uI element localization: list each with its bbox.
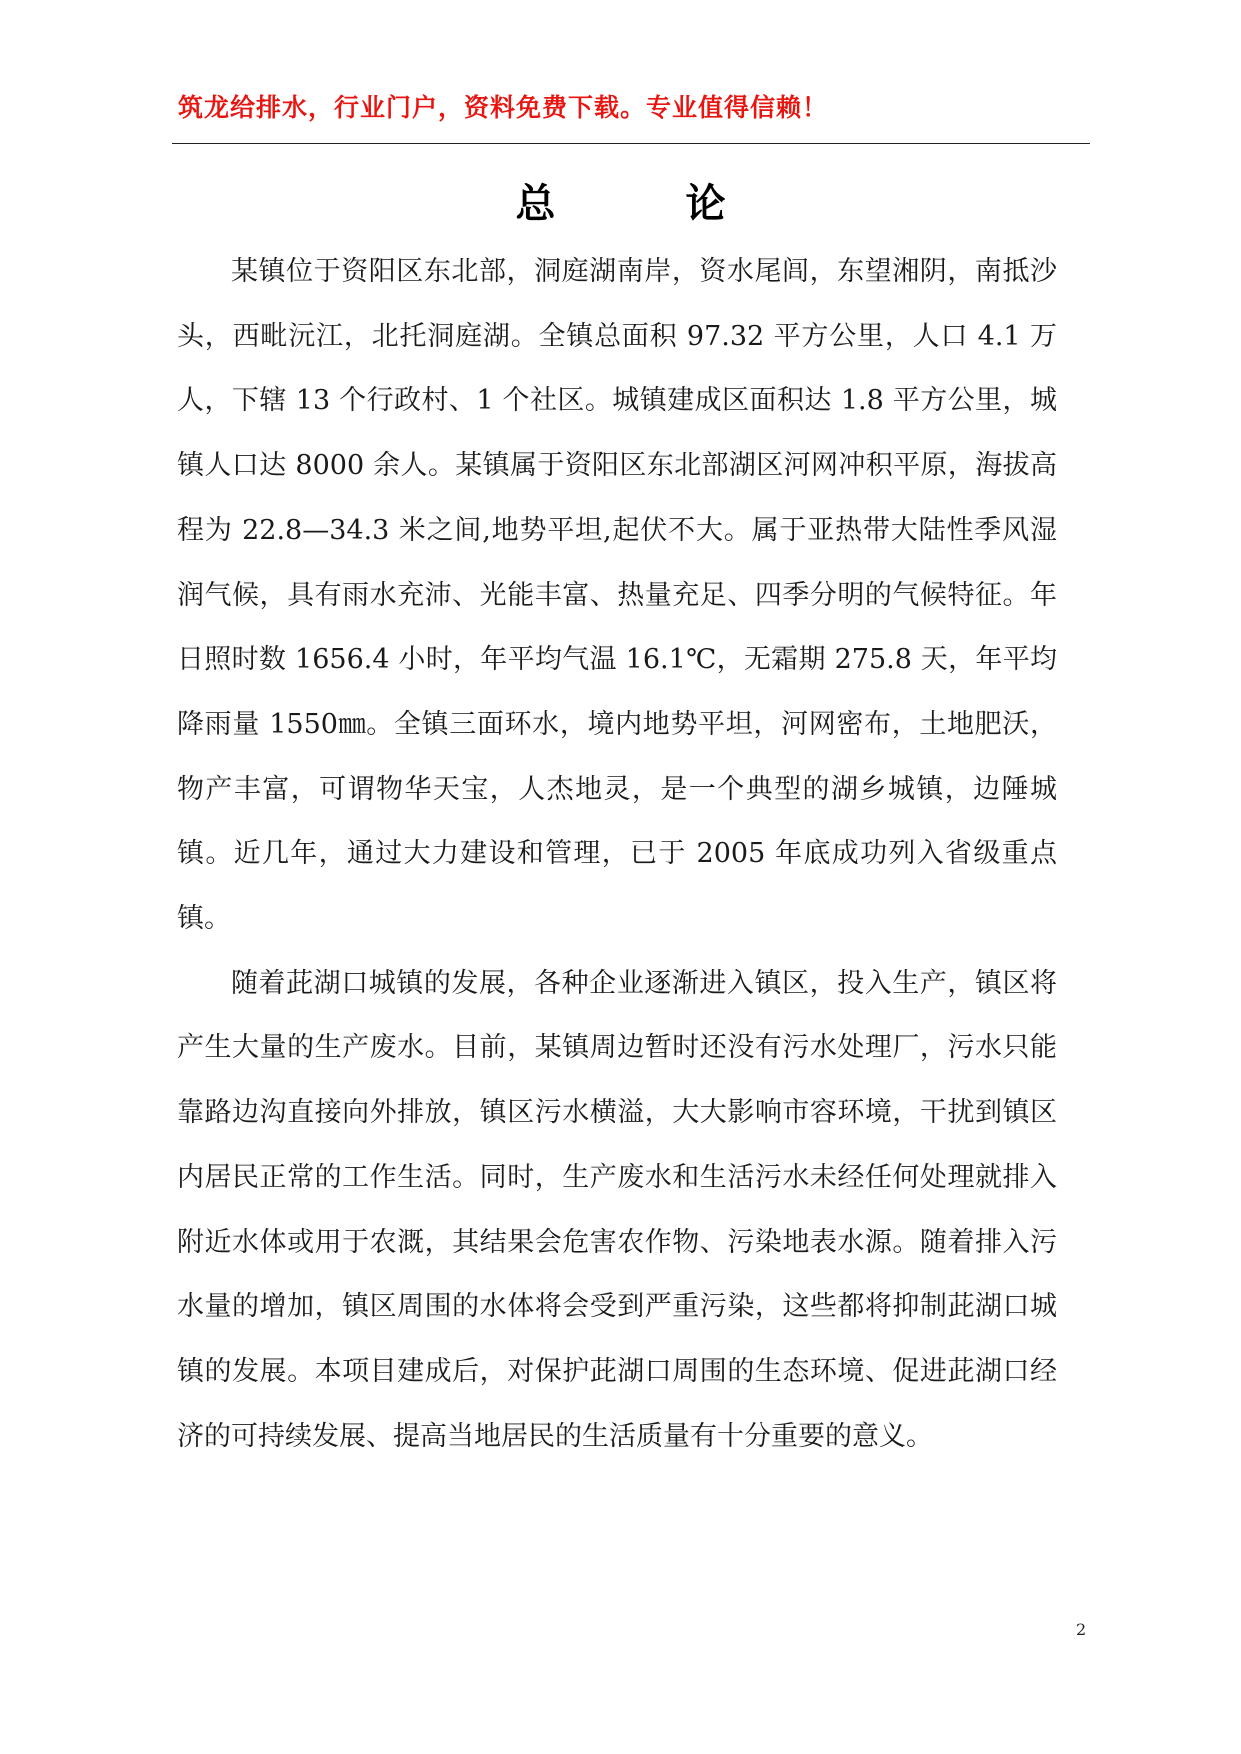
page-number: 2 (1076, 1620, 1087, 1639)
title-char-2: 论 (685, 181, 726, 227)
header-banner: 筑龙给排水，行业门户，资料免费下载。专业值得信赖！ (178, 93, 829, 122)
body-text (177, 240, 1057, 1469)
title-char-1: 总 (515, 181, 556, 227)
header-divider (172, 143, 1090, 144)
paragraph-1: 某镇位于资阳区东北部，洞庭湖南岸，资水尾闾，东望湘阴，南抵沙头，西毗沅江，北托洞庭湖。全镇总面积 97.32 平方公里，人口 4.1 万人，下辖 13 个行政村、1 个社区。城镇建成区面积达 1.8 平方公里，城镇人口达 8000 余人。某镇属于资阳区东北部湖区河网冲积平原，海拔高程为 22.8—34.3 米之间,地势平坦,起伏不大。属于亚热带大陆性季风湿润气候，具有雨水充沛、光能丰富、热量充足、四季分明的气候特征。年日照时数 1656.4 小时，年平均气温 16.1℃，无霜期 275.8 天，年平均降雨量 1550㎜。全镇三面环水，境内地势平坦，河网密布，土地肥沃，物产丰富，可谓物华天宝，人杰地灵，是一个典型的湖乡城镇，边陲城镇。近几年，通过大力建设和管理，已于 2005 年底成功列入省级重点镇。 (177, 256, 1057, 935)
paragraph-2: 随着茈湖口城镇的发展，各种企业逐渐进入镇区，投入生产，镇区将产生大量的生产废水。目前，某镇周边暂时还没有污水处理厂，污水只能靠路边沟直接向外排放，镇区污水横溢，大大影响市容环境，干扰到镇区内居民正常的工作生活。同时，生产废水和生活污水未经任何处理就排入附近水体或用于农溉，其结果会危害农作物、污染地表水源。随着排入污水量的增加，镇区周围的水体将会受到严重污染，这些都将抑制茈湖口城镇的发展。本项目建成后，对保护茈湖口周围的生态环境、促进茈湖口经济的可持续发展、提高当地居民的生活质量有十分重要的意义。 (177, 967, 1057, 1452)
page-title (0, 176, 1241, 232)
